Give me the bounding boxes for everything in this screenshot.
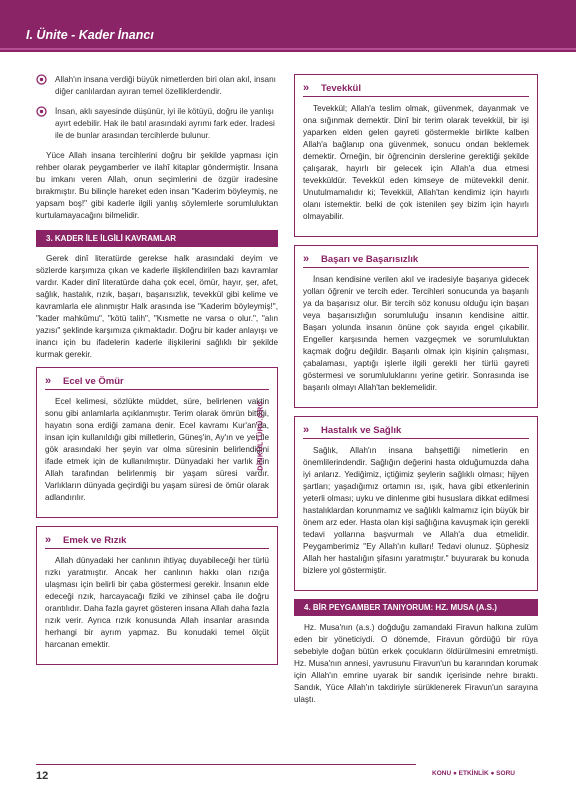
tevekkul-heading xyxy=(303,82,529,97)
hastalik-text: Sağlık, Allah'ın insana bahşettiği nimetlerin en önemlilerindendir. Sağlığın değerini hasta olduğumuzda daha iyi anlarız. Yediğimiz, içtiğimiz şeylerin sağlıklı olması; hijyen şartları; yaşadığımız ortamın ısı, ışık, hava gibi etkenlerinin yeterli olması; uyku ve dinlenme gibi hususlara dikkat edilmesi hastalıklardan korunmamız ve sağlıklı kalmamız için büyük bir önem arz eder. Hasta olan kişi sağlığına kavuşmak için gerekli tedavi yollarına başvurmalı ve Allah'a dua etmelidir. Peygamberimiz "Ey Allah'ın kulları! Tedavi olunuz. Şüphesiz Allah her hastalığın şifasını yaratmıştır." buyurarak bu konuda bizlere yol göstermiştir. xyxy=(303,446,529,575)
bullet-item xyxy=(36,106,278,142)
target-bullet-icon xyxy=(36,106,47,117)
section-band-3: 3. KADER İLE İLGİLİ KAVRAMLAR xyxy=(36,230,278,247)
emek-section xyxy=(36,526,278,665)
chevron-right-icon: » xyxy=(303,424,310,436)
chevron-right-icon: » xyxy=(45,534,52,546)
emek-heading-text: Emek ve Rızık xyxy=(63,534,127,546)
ecel-heading-text: Ecel ve Ömür xyxy=(63,375,124,387)
header-line xyxy=(0,48,576,50)
musa-text: Hz. Musa'nın (a.s.) doğduğu zamandaki Firavun halkına zulüm eden bir yöneticiydi. O dönemde, Firavun gördüğü bir rüya sebebiyle doğan bütün erkek çocukların öldürülmesini emretmişti. Hz. Musa'nın annesi, yavrusunu Firavun'un bu kararından korumak için Allah'ın emrine uyarak bir sandık içerisinde nehre bıraktı. Sandık, Yüce Allah'ın takdiriyle sürüklenerek Firavun'un sarayına ulaştı. xyxy=(294,623,538,704)
side-watermark xyxy=(257,380,294,500)
hastalik-heading xyxy=(303,424,529,439)
ecel-section xyxy=(36,367,278,518)
page-title: I. Ünite - Kader İnancı xyxy=(26,28,154,42)
footer-legend: KONU ● ETKİNLİK ● SORU xyxy=(432,770,515,777)
section-band-4: 4. BİR PEYGAMBER TANIYORUM: HZ. MUSA (A.S.) xyxy=(294,599,538,616)
side-text: DİNKÜLTÜRÜ.ORG xyxy=(257,400,265,471)
basari-section xyxy=(294,245,538,408)
basari-heading xyxy=(303,253,529,268)
hastalik-heading-text: Hastalık ve Sağlık xyxy=(321,424,402,436)
tevekkul-section xyxy=(294,74,538,237)
tevekkul-heading-text: Tevekkül xyxy=(321,82,361,94)
emek-heading xyxy=(45,534,269,549)
chevron-right-icon: » xyxy=(303,82,310,94)
concepts-paragraph: Gerek dinî literatürde gerekse halk arasındaki deyim ve sözlerde karşımıza çıkan ve kaderle ilişkilendirilen bazı kavramlar vardır. Kader dinî literatürde daha çok ecel, ömür, hayır, şer, afet, sağlık, hastalık, rızık, başarı, başarısızlık, tevekkül gibi kelime ve kavramlarla ele alınmıştır Halk arasında ise "Kaderim böyleymiş!", "kader mahkûmu", "kötü talih", "Kısmette ne varsa o olur.", "alın yazısı" şeklinde karşımıza çıkmaktadır. Doğru bir kader anlayışı ve inancı için bu ifadelerin kaderle ilişkilerini sağlıklı bir şekilde kurmak gerekir. xyxy=(36,254,278,359)
emek-text: Allah dünyadaki her canlının ihtiyaç duyabileceği her türlü rızkı yaratmıştır. Ancak her canlının hakkı olan rızığa ulaşması için belirli bir çaba göstermesi gerekir. İnsanın elde edeceği rızık, harcayacağı fiziki ve zihinsel çaba ile doğru orantılıdır. Daha fazla gayret gösteren insana Allah daha fazla rızık verir. Ayrıca rızık konusunda Allah insanlar arasında herhangi bir ayrım yapmaz. Bu konudaki temel ölçüt harcanan emektir. xyxy=(45,556,269,649)
basari-heading-text: Başarı ve Başarısızlık xyxy=(321,253,419,265)
left-column xyxy=(36,74,278,665)
ecel-heading xyxy=(45,375,269,390)
bullet-text: Allah'ın insana verdiği büyük nimetlerden biri olan akıl, insanı diğer canlılardan ayıran temel özelliklerdendir. xyxy=(55,75,276,96)
bullet-text: İnsan, aklı sayesinde düşünür, iyi ile kötüyü, doğru ile yanlışı ayırt edebilir. Hak ile batıl arasındaki ayrımı fark eder. İradesi ile de bunlar arasından tercihlerde bulunur. xyxy=(55,107,275,140)
page-header xyxy=(0,0,576,52)
ecel-text: Ecel kelimesi, sözlükte müddet, süre, belirlenen vaktin sonu gibi anlamlarla açıklanmıştır. Terim olarak ömrün bittiği, hayatın sona erdiği zamana denir. Ecel kavramı Kur'an'da, insan için kullanıldığı gibi milletlerin, Güneş'in, Ay'ın ve yer ile gök arasındaki her şeyin var olma süresinin belirlendiğini ifade etmek için de kullanılmıştır. Dünyadaki her varlık için Allah tarafından belirlenmiş bir yaşam süresi vardır. Varlıkların dünyada geçirdiği bu yaşam süresi de ömür olarak adlandırılır. xyxy=(45,397,269,502)
hastalik-section xyxy=(294,416,538,591)
footer-rule xyxy=(36,764,416,765)
basari-text: İnsan kendisine verilen akıl ve iradesiyle başarıya gidecek yolları öğrenir ve tercih eder. Tercihleri sonucunda ya başarılı ya da başarısız olur. Bir tercih söz konusu olduğu için başarı veya başarısızlığın sorumluluğu insanın kendisine aittir. Başarı yolunda insanın önüne çok sayıda engel çıkabilir. Engeller karşısında hemen vazgeçmek ve sorumluluktan kaçmak doğru değildir. Başarılı olmak için kişinin çalışması, çabalaması, yaptığı işlerle ilgili gerekli her türlü gayreti göstermesi ve sorumluluklarını yerine getirir. Sonrasında ise başarılı olmayı Allah'tan beklemelidir. xyxy=(303,275,529,392)
chevron-right-icon: » xyxy=(303,253,310,265)
bullet-item xyxy=(36,74,278,98)
tevekkul-text: Tevekkül; Allah'a teslim olmak, güvenmek, dayanmak ve ona sığınmak demektir. Dinî bir terim olarak tevekkül, bir işi yaparken elden gelen gayreti göstermekle birlikte kalben Allah'a bağlanıp ona güvenmek, sonucu ondan beklemek demektir. Örneğin, bir öğrencinin derslerine gerektiği şekilde çalışarak, hayırlı bir gelecek için Allah'a dua etmesi tevekküldür. Tevekkül eden kimseye de mütevekkil denir. Unutulmamalıdır ki; Tevekkül, Allah'tan kendimiz için hayırlı olanı istemektir. belki de çok istenilen şey bizim için hayırlı olmayabilir. xyxy=(303,104,529,221)
chevron-right-icon: » xyxy=(45,375,52,387)
right-column xyxy=(294,74,538,712)
target-bullet-icon xyxy=(36,74,47,85)
page-number: 12 xyxy=(36,770,49,782)
intro-paragraph: Yüce Allah insana tercihlerini doğru bir şekilde yapması için rehber olarak peygamberler ve ilahî kitaplar göndermiştir. İnsana bu imkanı veren Allah, onun seçimlerini de özgür iradesine bırakmıştır. Bu bilinçle hareket eden insan "Kaderim böyleymiş, ne yapsam boş!" gibi kaderle ilgili yanlış söylemlerle sorumluluktan kurtulamayacağını bilmelidir. xyxy=(36,151,278,220)
